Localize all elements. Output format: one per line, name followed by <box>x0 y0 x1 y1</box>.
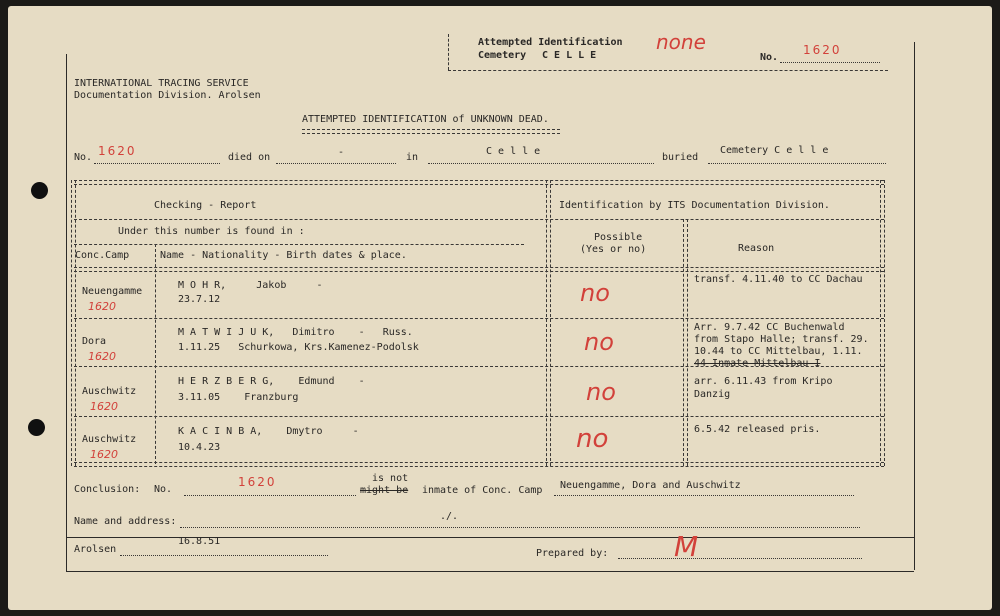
page-title: ATTEMPTED IDENTIFICATION of UNKNOWN DEAD. <box>302 114 549 125</box>
row-possible: no <box>580 279 610 307</box>
footer-date-dots <box>120 555 328 556</box>
name-address-dots <box>180 527 860 528</box>
row-reason: Arr. 9.7.42 CC Buchenwald <box>694 322 845 333</box>
prepared-by-label: Prepared by: <box>536 548 609 559</box>
table-top-border <box>74 180 884 185</box>
row-camp-number: 1620 <box>88 300 116 313</box>
row-reason: 44 Inmate Mittelbau I <box>694 358 821 369</box>
name-address-label: Name and address: <box>74 516 177 527</box>
name-address-value: ./. <box>440 511 459 522</box>
prepared-by-signature: M <box>674 530 699 563</box>
handwritten-none: none <box>656 30 706 54</box>
checking-header: Checking - Report <box>154 200 257 211</box>
cemetery-box-title: Attempted Identification <box>478 37 623 48</box>
row-reason: 10.44 to CC Mittelbau, 1.11. <box>694 346 863 357</box>
cemetery-box-left-edge <box>448 34 449 70</box>
record-in-label: in <box>406 152 419 163</box>
record-died-value: - <box>338 147 345 158</box>
ident-header: Identification by ITS Documentation Division. <box>559 200 830 211</box>
table-right-border <box>880 180 885 466</box>
punch-hole-top <box>31 182 48 199</box>
frame-left-line <box>66 54 67 572</box>
conclusion-camps-dots <box>554 495 854 496</box>
col-camp-header: Conc.Camp <box>75 250 130 261</box>
footer-place: Arolsen <box>74 544 117 555</box>
table-bottom-border <box>74 462 884 467</box>
row-name: M A T W I J U K, Dimitro - Russ. <box>178 327 413 338</box>
footer-date: 16.8.51 <box>178 536 221 547</box>
conclusion-struck: might be <box>360 485 409 496</box>
record-no-dots <box>94 163 220 164</box>
conclusion-camps: Neuengamme, Dora and Auschwitz <box>560 480 741 491</box>
col-possible-subheader: (Yes or no) <box>580 244 647 255</box>
table-mid-divider <box>546 180 551 466</box>
row-camp: Neuengamme <box>82 286 143 297</box>
table-left-border <box>71 180 76 466</box>
frame-right-line <box>914 42 915 570</box>
row-reason: transf. 4.11.40 to CC Dachau <box>694 274 863 285</box>
row-birth: 23.7.12 <box>178 294 221 305</box>
conclusion-rest: inmate of Conc. Camp <box>422 485 543 496</box>
table-subheader-divider <box>74 267 884 272</box>
row-birth: 10.4.23 <box>178 442 221 453</box>
record-in-dots <box>428 163 654 164</box>
row-reason: arr. 6.11.43 from Kripo <box>694 376 833 387</box>
row-divider-3 <box>74 416 884 417</box>
row-reason: Danzig <box>694 389 731 400</box>
cemetery-box-value: C E L L E <box>542 50 597 61</box>
conclusion-no-value: 1620 <box>238 475 277 489</box>
row-name: H E R Z B E R G, Edmund - <box>178 376 365 387</box>
record-buried-value: Cemetery C e l l e <box>720 145 829 156</box>
col-reason-header: Reason <box>738 243 775 254</box>
table-camp-divider <box>155 244 156 464</box>
cemetery-box-no-dots <box>780 62 880 63</box>
cemetery-box-no-value: 1620 <box>803 43 842 57</box>
record-buried-label: buried <box>662 152 699 163</box>
cemetery-box-no-label: No. <box>760 52 779 63</box>
row-divider-1 <box>74 318 884 319</box>
document-card <box>8 6 992 610</box>
row-reason: from Stapo Halle; transf. 29. <box>694 334 869 345</box>
record-buried-dots <box>708 163 886 164</box>
row-camp-number: 1620 <box>90 400 118 413</box>
punch-hole-bottom <box>28 419 45 436</box>
cemetery-box-label: Cemetery <box>478 50 527 61</box>
record-no-label: No. <box>74 152 93 163</box>
row-camp: Auschwitz <box>82 434 137 445</box>
under-number-underline <box>74 244 524 245</box>
row-name: M O H R, Jakob - <box>178 280 323 291</box>
table-header-divider <box>74 219 884 220</box>
org-division: Documentation Division. Arolsen <box>74 90 261 101</box>
row-reason: 6.5.42 released pris. <box>694 424 821 435</box>
title-underline <box>302 129 560 134</box>
table-possible-divider <box>683 219 688 466</box>
conclusion-is-not: is not <box>372 473 409 484</box>
frame-bottom-line <box>66 571 914 572</box>
row-possible: no <box>584 328 614 356</box>
row-birth: 3.11.05 Franzburg <box>178 392 299 403</box>
conclusion-no-dots <box>184 495 356 496</box>
record-died-label: died on <box>228 152 271 163</box>
conclusion-label: Conclusion: <box>74 484 141 495</box>
row-camp-number: 1620 <box>90 448 118 461</box>
under-number-label: Under this number is found in : <box>118 226 305 237</box>
col-possible-header: Possible <box>594 232 643 243</box>
record-no-value: 1620 <box>98 144 137 158</box>
row-camp: Auschwitz <box>82 386 137 397</box>
row-camp-number: 1620 <box>88 350 116 363</box>
col-name-header: Name - Nationality - Birth dates & place. <box>160 250 407 261</box>
row-possible: no <box>586 378 616 406</box>
conclusion-no-label: No. <box>154 484 173 495</box>
cemetery-box-bottom-edge <box>448 70 888 71</box>
record-in-value: C e l l e <box>486 146 541 157</box>
org-name: INTERNATIONAL TRACING SERVICE <box>74 78 249 89</box>
row-possible: no <box>576 424 609 454</box>
row-birth: 1.11.25 Schurkowa, Krs.Kamenez-Podolsk <box>178 342 419 353</box>
row-camp: Dora <box>82 336 107 347</box>
prepared-by-dots <box>618 558 862 559</box>
row-name: K A C I N B A, Dmytro - <box>178 426 359 437</box>
record-died-dots <box>276 163 396 164</box>
